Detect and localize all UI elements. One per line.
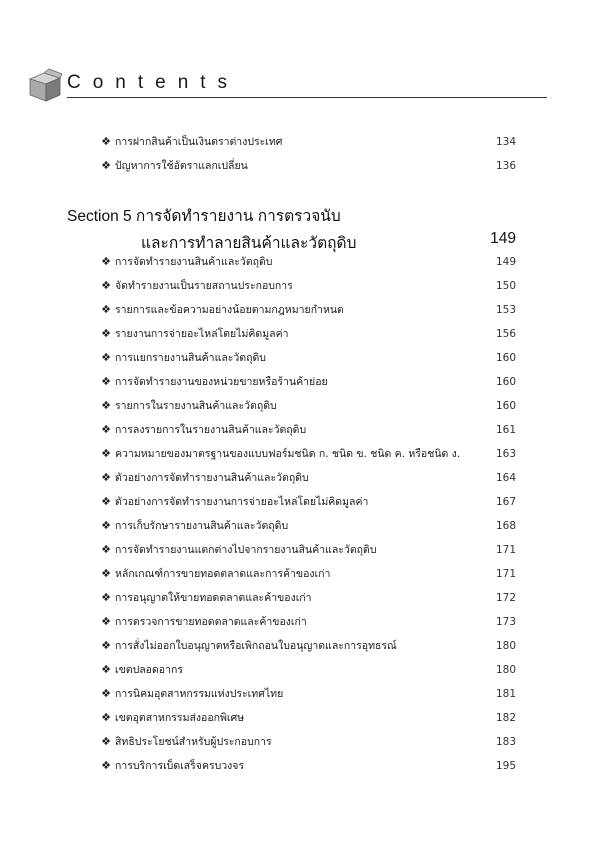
toc-item-page: 172 [495,592,516,604]
toc-item [100,469,516,487]
toc-item-title: ตัวอย่างการจัดทำรายงานการจ่ายอะไหล่โดยไม่คิดมูลค่า [115,496,369,508]
toc-item [100,541,516,559]
box-icon [27,68,63,104]
toc-item-page: 168 [495,520,516,532]
toc-item-page: 181 [495,688,516,700]
toc-item [100,757,516,775]
toc-item [100,157,516,175]
diamond-bullet-icon: ❖ [101,735,111,748]
toc-item-title: สิทธิประโยชน์สำหรับผู้ประกอบการ [115,736,272,748]
toc-item-title: การฝากสินค้าเป็นเงินตราต่างประเทศ [115,136,283,148]
toc-item [100,733,516,751]
toc-item-page: 180 [495,664,516,676]
toc-item-title: ตัวอย่างการจัดทำรายงานสินค้าและวัตถุดิบ [115,472,309,484]
toc-item-page: 195 [495,760,516,772]
toc-item-title: การจัดทำรายงานของหน่วยขายหรือร้านค้าย่อย [115,376,328,388]
toc-item-title: รายงานการจ่ายอะไหล่โดยไม่คิดมูลค่า [115,328,289,340]
toc-item [100,445,516,463]
toc-item [100,421,516,439]
diamond-bullet-icon: ❖ [101,303,111,316]
diamond-bullet-icon: ❖ [101,327,111,340]
diamond-bullet-icon: ❖ [101,135,111,148]
toc-item-page: 182 [495,712,516,724]
toc-item-title: การนิคมอุตสาหกรรมแห่งประเทศไทย [115,688,284,700]
toc-item [100,325,516,343]
toc-item-title: รายการในรายงานสินค้าและวัตถุดิบ [115,400,277,412]
section-heading-continued: และการทำลายสินค้าและวัตถุดิบ [141,235,357,252]
toc-item [100,493,516,511]
toc-item [100,373,516,391]
diamond-bullet-icon: ❖ [101,639,111,652]
toc-item [100,253,516,271]
toc-item-page: 164 [495,472,516,484]
section-heading: Section 5 การจัดทำรายงาน การตรวจนับ [67,208,341,225]
diamond-bullet-icon: ❖ [101,423,111,436]
toc-item-page: 161 [495,424,516,436]
toc-item-title: เขตปลอดอากร [115,664,184,676]
toc-item [100,349,516,367]
toc-item-page: 136 [495,160,516,172]
diamond-bullet-icon: ❖ [101,279,111,292]
toc-item-title: การจัดทำรายงานแตกต่างไปจากรายงานสินค้าและวัตถุดิบ [115,544,377,556]
toc-item [100,301,516,319]
toc-item-title: การตรวจการขายทอดตลาดและค้าของเก่า [115,616,307,628]
toc-item-page: 160 [495,352,516,364]
toc-item-page: 160 [495,400,516,412]
toc-item-title: การจัดทำรายงานสินค้าและวัตถุดิบ [115,256,273,268]
diamond-bullet-icon: ❖ [101,255,111,268]
section-page: 149 [490,230,516,247]
contents-header [27,68,547,108]
diamond-bullet-icon: ❖ [101,375,111,388]
toc-item-title: การบริการเบ็ดเสร็จครบวงจร [115,760,245,772]
toc-item [100,517,516,535]
diamond-bullet-icon: ❖ [101,159,111,172]
toc-item-page: 153 [495,304,516,316]
toc-item [100,133,516,151]
toc-item-page: 160 [495,376,516,388]
toc-item [100,397,516,415]
toc-item-title: ความหมายของมาตรฐานของแบบฟอร์มชนิด ก. ชนิด ข. ชนิด ค. หรือชนิด ง. [115,448,461,460]
toc-item [100,637,516,655]
diamond-bullet-icon: ❖ [101,471,111,484]
diamond-bullet-icon: ❖ [101,543,111,556]
toc-item-page: 171 [495,568,516,580]
toc-item-title: ปัญหาการใช้อัตราแลกเปลี่ยน [115,160,248,172]
diamond-bullet-icon: ❖ [101,591,111,604]
toc-item-title: การลงรายการในรายงานสินค้าและวัตถุดิบ [115,424,307,436]
toc-item-page: 163 [495,448,516,460]
toc-item-page: 171 [495,544,516,556]
diamond-bullet-icon: ❖ [101,447,111,460]
toc-item-title: จัดทำรายงานเป็นรายสถานประกอบการ [115,280,293,292]
toc-item-page: 156 [495,328,516,340]
toc-item [100,613,516,631]
toc-item-title: หลักเกณฑ์การขายทอดตลาดและการค้าของเก่า [115,568,331,580]
toc-item-title: รายการและข้อความอย่างน้อยตามกฎหมายกำหนด [115,304,344,316]
toc-item [100,685,516,703]
toc-item-page: 134 [495,136,516,148]
diamond-bullet-icon: ❖ [101,663,111,676]
page-title: Contents [67,72,240,93]
header-rule [67,97,547,98]
toc-item-title: การเก็บรักษารายงานสินค้าและวัตถุดิบ [115,520,289,532]
toc-item [100,661,516,679]
toc-item [100,565,516,583]
diamond-bullet-icon: ❖ [101,687,111,700]
toc-item [100,277,516,295]
diamond-bullet-icon: ❖ [101,615,111,628]
toc-item [100,709,516,727]
diamond-bullet-icon: ❖ [101,711,111,724]
toc-item-page: 150 [495,280,516,292]
diamond-bullet-icon: ❖ [101,519,111,532]
toc-item-title: เขตอุตสาหกรรมส่งออกพิเศษ [115,712,245,724]
diamond-bullet-icon: ❖ [101,567,111,580]
toc-item-title: การแยกรายงานสินค้าและวัตถุดิบ [115,352,266,364]
diamond-bullet-icon: ❖ [101,351,111,364]
diamond-bullet-icon: ❖ [101,495,111,508]
toc-item-page: 167 [495,496,516,508]
toc-item-page: 173 [495,616,516,628]
toc-item-page: 149 [495,256,516,268]
toc-item-page: 183 [495,736,516,748]
diamond-bullet-icon: ❖ [101,759,111,772]
toc-item-page: 180 [495,640,516,652]
toc-item-title: การสั่งไม่ออกใบอนุญาตหรือเพิกถอนใบอนุญาตและการอุทธรณ์ [115,640,397,652]
diamond-bullet-icon: ❖ [101,399,111,412]
toc-item [100,589,516,607]
toc-item-title: การอนุญาตให้ขายทอดตลาดและค้าของเก่า [115,592,312,604]
